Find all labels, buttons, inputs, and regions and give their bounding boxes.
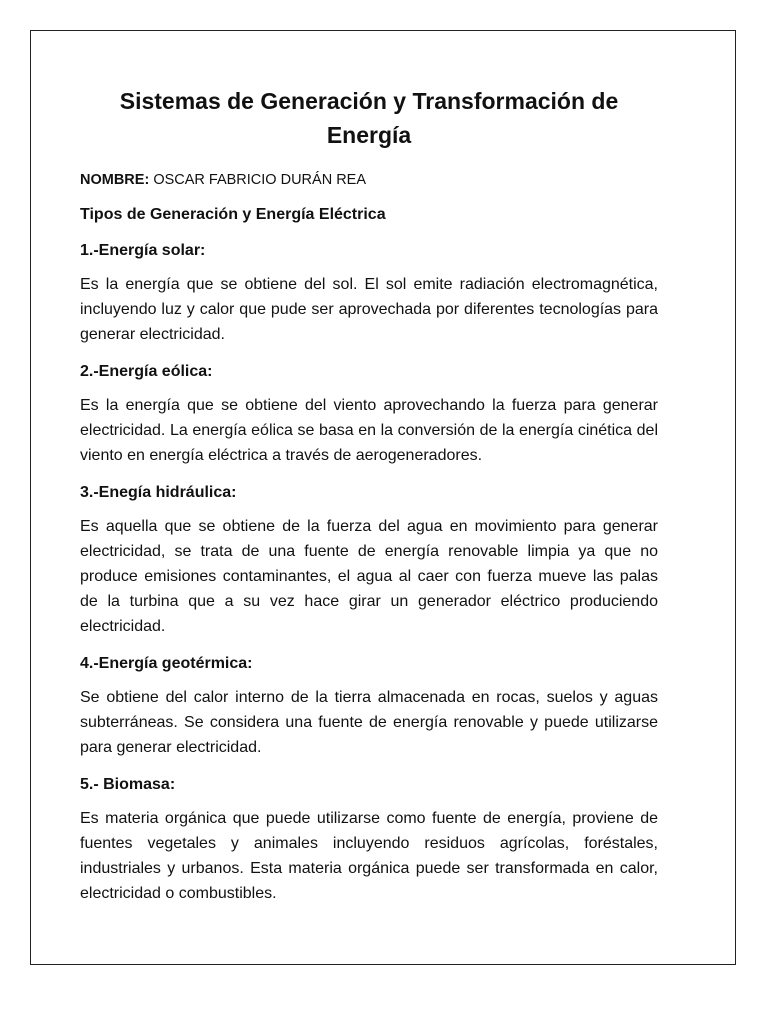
author-name: OSCAR FABRICIO DURÁN REA bbox=[153, 172, 367, 188]
section-body-hidraulica: Es aquella que se obtiene de la fuerza del agua en movimiento para generar electricidad, se trata de una fuente de energía renovable limpia ya que no produce emisiones contaminantes, el agua al caer con fuerza mueve las palas de la turbina que a su vez hace girar un generador eléctrico produciendo electricidad. bbox=[80, 518, 658, 635]
section-body-eolica: Es la energía que se obtiene del viento aprovechando la fuerza para generar electricidad. La energía eólica se basa en la conversión de la energía cinética del viento en energía eléctrica a través de aerogeneradores. bbox=[80, 397, 658, 464]
section-heading-eolica: 2.-Energía eólica: bbox=[80, 363, 213, 380]
section-heading-solar: 1.-Energía solar: bbox=[80, 242, 206, 259]
section-heading-hidraulica: 3.-Enegía hidráulica: bbox=[80, 484, 237, 501]
author-label: NOMBRE: bbox=[80, 172, 150, 188]
section-heading-geotermica: 4.-Energía geotérmica: bbox=[80, 655, 253, 672]
section-heading-biomasa: 5.- Biomasa: bbox=[80, 776, 176, 793]
document-title: Sistemas de Generación y Transformación de Energía bbox=[119, 88, 619, 148]
document-subtitle: Tipos de Generación y Energía Eléctrica bbox=[80, 206, 386, 223]
author-line bbox=[80, 170, 658, 190]
section-body-geotermica: Se obtiene del calor interno de la tierra almacenada en rocas, suelos y aguas subterráneas. Se considera una fuente de energía renovable y puede utilizarse para generar electricidad. bbox=[80, 689, 658, 756]
document-content bbox=[80, 20, 658, 906]
section-body-biomasa: Es materia orgánica que puede utilizarse como fuente de energía, proviene de fuentes vegetales y animales incluyendo residuos agrícolas, foréstales, industriales y urbanos. Esta materia orgánica puede ser transformada en calor, electricidad o combustibles. bbox=[80, 810, 658, 902]
section-body-solar: Es la energía que se obtiene del sol. El sol emite radiación electromagnética, incluyendo luz y calor que pude ser aprovechada por diferentes tecnologías para generar electricidad. bbox=[80, 276, 658, 343]
